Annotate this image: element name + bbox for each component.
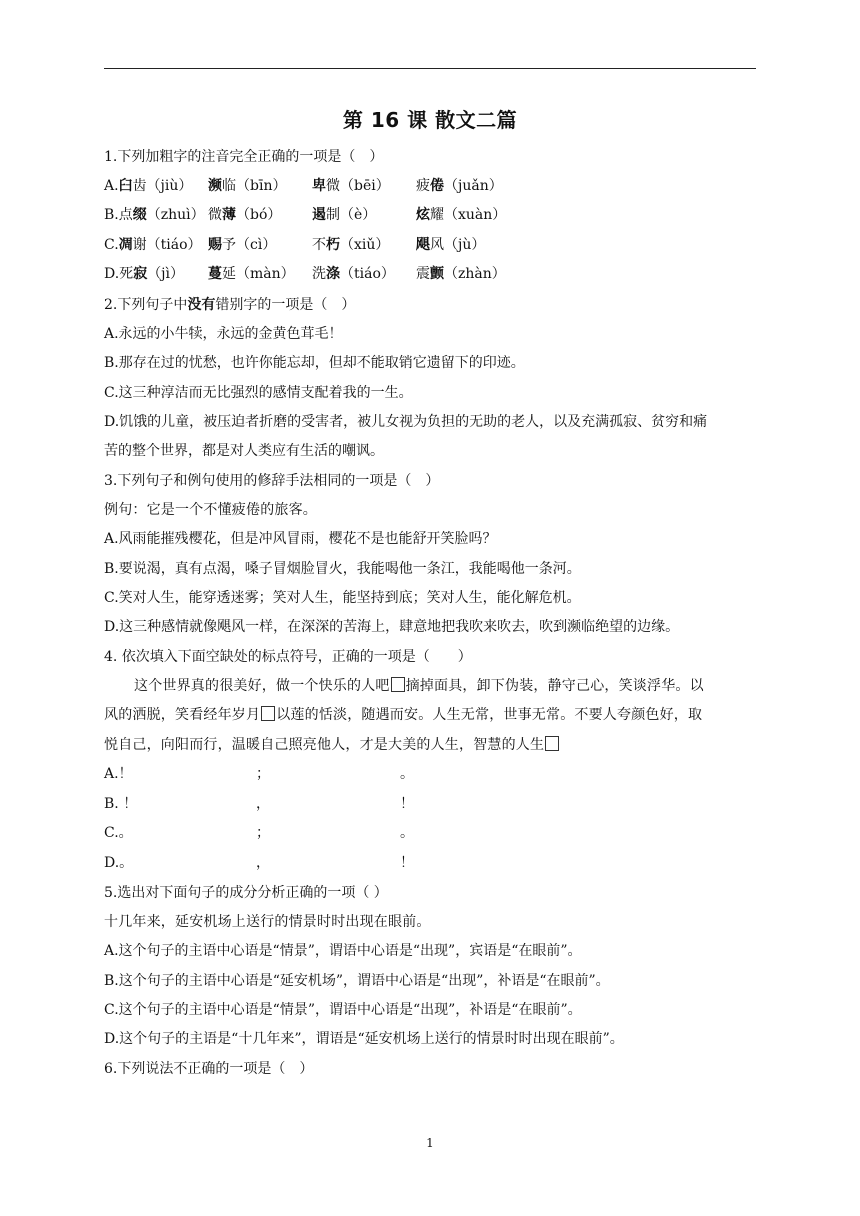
item-bold-char: 凋 xyxy=(118,237,133,253)
q4-passage-2a: 风的洒脱，笑看经年岁月 xyxy=(104,707,261,723)
q5-option-a: A.这个句子的主语中心语是“情景”，谓语中心语是“出现”，宾语是“在眼前”。 xyxy=(104,943,582,959)
q1-option-item xyxy=(104,236,202,254)
q1-option-item xyxy=(312,236,389,254)
item-post: 齿（jiù） xyxy=(132,178,193,194)
item-post: （zhuì） xyxy=(146,207,205,223)
q4-passage-line3 xyxy=(104,736,560,754)
item-bold-char: 臼 xyxy=(118,178,133,194)
q4-option-label: C.。 xyxy=(104,825,133,841)
item-post: 微（bēi） xyxy=(326,178,390,194)
item-pre: B.点 xyxy=(104,207,133,223)
q5-option-b: B.这个句子的主语中心语是“延安机场”，谓语中心语是“出现”，补语是“在眼前”。 xyxy=(104,973,610,989)
q4-option-mark: ， xyxy=(256,855,270,871)
q3-stem: 3.下列句子和例句使用的修辞手法相同的一项是（ ） xyxy=(104,473,440,489)
q4-passage-2b: 以莲的恬淡，随遇而安。人生无常，世事无常。不要人夸颜色好，取 xyxy=(276,707,703,723)
item-bold-char: 濒 xyxy=(208,178,222,194)
q1-option-item xyxy=(416,265,506,283)
q2-option-d-line1: D.饥饿的儿童，被压迫者折磨的受害者，被儿女视为负担的无助的老人，以及充满孤寂、贫穷和痛 xyxy=(104,414,708,430)
page-number: 1 xyxy=(426,1136,434,1150)
q4-passage-1b: 摘掉面具，卸下伪装，静守己心，笑谈浮华。以 xyxy=(405,678,704,694)
item-post: （juǎn） xyxy=(444,178,503,194)
q5-stem: 5.选出对下面句子的成分分析正确的一项（ ） xyxy=(104,885,388,901)
q4-option-mark: 。 xyxy=(400,825,414,841)
q4-passage-1a: 这个世界真的很美好，做一个快乐的人吧 xyxy=(134,678,390,694)
item-post: （bó） xyxy=(236,207,282,223)
q1-option-item xyxy=(312,265,395,283)
item-pre: 微 xyxy=(208,207,222,223)
item-pre: 震 xyxy=(416,266,430,282)
item-bold-char: 缀 xyxy=(132,207,147,223)
q1-option-item xyxy=(416,236,485,254)
q1-option-item xyxy=(208,206,281,224)
q4-option-label: A.！ xyxy=(104,766,133,782)
blank-box xyxy=(545,736,559,751)
blank-box xyxy=(261,706,275,721)
q4-option-label: D.。 xyxy=(104,855,134,871)
q5-option-c: C.这个句子的主语中心语是“情景”，谓语中心语是“出现”，补语是“在眼前”。 xyxy=(104,1002,582,1018)
q3-example: 例句：它是一个不懂疲倦的旅客。 xyxy=(104,502,317,518)
q4-passage-3: 悦自己，向阳而行，温暖自己照亮他人，才是大美的人生，智慧的人生 xyxy=(104,737,545,753)
q1-option-item xyxy=(416,206,506,224)
item-post: 延（màn） xyxy=(222,266,295,282)
item-bold-char: 涤 xyxy=(326,266,340,282)
q3-option-a: A.风雨能摧残樱花，但是冲风冒雨，樱花不是也能舒开笑脸吗？ xyxy=(104,531,497,547)
item-bold-char: 倦 xyxy=(430,178,444,194)
q4-option-mark: ； xyxy=(256,766,270,782)
item-pre: D.死 xyxy=(104,266,134,282)
item-post: 予（cì） xyxy=(222,237,277,253)
item-pre: 疲 xyxy=(416,178,430,194)
q1-option-item xyxy=(104,177,192,195)
page-title: 第 16 课 散文二篇 xyxy=(342,108,518,132)
blank-box xyxy=(391,677,405,692)
q2-option-b: B.那存在过的忧愁，也许你能忘却，但却不能取销它遗留下的印迹。 xyxy=(104,355,525,371)
item-bold-char: 飓 xyxy=(416,237,430,253)
q2-stem-pre: 2.下列句子中 xyxy=(104,297,188,313)
item-post: （tiáo） xyxy=(340,266,395,282)
item-bold-char: 蔓 xyxy=(208,266,222,282)
item-pre: C. xyxy=(104,237,119,253)
item-bold-char: 卑 xyxy=(312,178,326,194)
q1-option-item xyxy=(416,177,503,195)
item-post: 谢（tiáo） xyxy=(132,237,202,253)
q1-option-item xyxy=(104,206,205,224)
item-bold-char: 薄 xyxy=(222,207,236,223)
q2-option-c: C.这三种淳洁而无比强烈的感情支配着我的一生。 xyxy=(104,385,413,401)
q1-option-item xyxy=(208,236,276,254)
item-bold-char: 炫 xyxy=(416,207,430,223)
q1-option-item xyxy=(312,206,376,224)
q5-sentence: 十几年来，延安机场上送行的情景时时出现在眼前。 xyxy=(104,914,431,930)
item-bold-char: 赐 xyxy=(208,237,222,253)
q1-option-item xyxy=(208,265,295,283)
q2-stem-bold: 没有 xyxy=(187,297,216,313)
item-post: （jì） xyxy=(147,266,185,282)
q1-stem: 1.下列加粗字的注音完全正确的一项是（ ） xyxy=(104,149,384,165)
q2-option-a: A.永远的小牛犊，永远的金黄色茸毛！ xyxy=(104,326,343,342)
q4-option-label: B. ！ xyxy=(104,796,138,812)
item-bold-char: 寂 xyxy=(133,266,148,282)
q3-option-d: D.这三种感情就像飓风一样，在深深的苦海上，肆意地把我吹来吹去，吹到濒临绝望的边缘。 xyxy=(104,619,680,635)
q4-stem: 4. 依次填入下面空缺处的标点符号，正确的一项是（ ） xyxy=(104,649,472,665)
item-bold-char: 颤 xyxy=(430,266,444,282)
item-post: 风（jù） xyxy=(430,237,486,253)
item-post: （xiǔ） xyxy=(340,237,390,253)
item-pre: A. xyxy=(104,178,119,194)
item-post: （zhàn） xyxy=(444,266,506,282)
item-bold-char: 遏 xyxy=(312,207,326,223)
q1-option-item xyxy=(312,177,390,195)
q5-option-d: D.这个句子的主语是“十几年来”，谓语是“延安机场上送行的情景时时出现在眼前”。 xyxy=(104,1031,624,1047)
item-post: 耀（xuàn） xyxy=(430,207,507,223)
q4-option-mark: ！ xyxy=(400,855,414,871)
q4-option-mark: ！ xyxy=(400,796,414,812)
q2-stem-post: 错别字的一项是（ ） xyxy=(215,297,356,313)
q4-passage-line2 xyxy=(104,706,702,724)
header-rule xyxy=(104,68,756,69)
item-bold-char: 朽 xyxy=(326,237,340,253)
q4-option-mark: 。 xyxy=(400,766,414,782)
q6-stem: 6.下列说法不正确的一项是（ ） xyxy=(104,1061,314,1077)
q2-option-d-line2: 苦的整个世界，都是对人类应有生活的嘲讽。 xyxy=(104,443,384,459)
item-post: 临（bīn） xyxy=(222,178,287,194)
item-post: 制（è） xyxy=(326,207,377,223)
q1-option-item xyxy=(208,177,286,195)
item-pre: 不 xyxy=(312,237,326,253)
q1-option-item xyxy=(104,265,184,283)
q2-stem xyxy=(104,296,355,314)
q4-passage-line1 xyxy=(134,677,704,695)
q3-option-c: C.笑对人生，能穿透迷雾；笑对人生，能坚持到底；笑对人生，能化解危机。 xyxy=(104,590,581,606)
q4-option-mark: ； xyxy=(256,825,270,841)
q3-option-b: B.要说渴，真有点渴，嗓子冒烟脸冒火，我能喝他一条江，我能喝他一条河。 xyxy=(104,561,581,577)
item-pre: 洗 xyxy=(312,266,326,282)
q4-option-mark: ， xyxy=(256,796,270,812)
